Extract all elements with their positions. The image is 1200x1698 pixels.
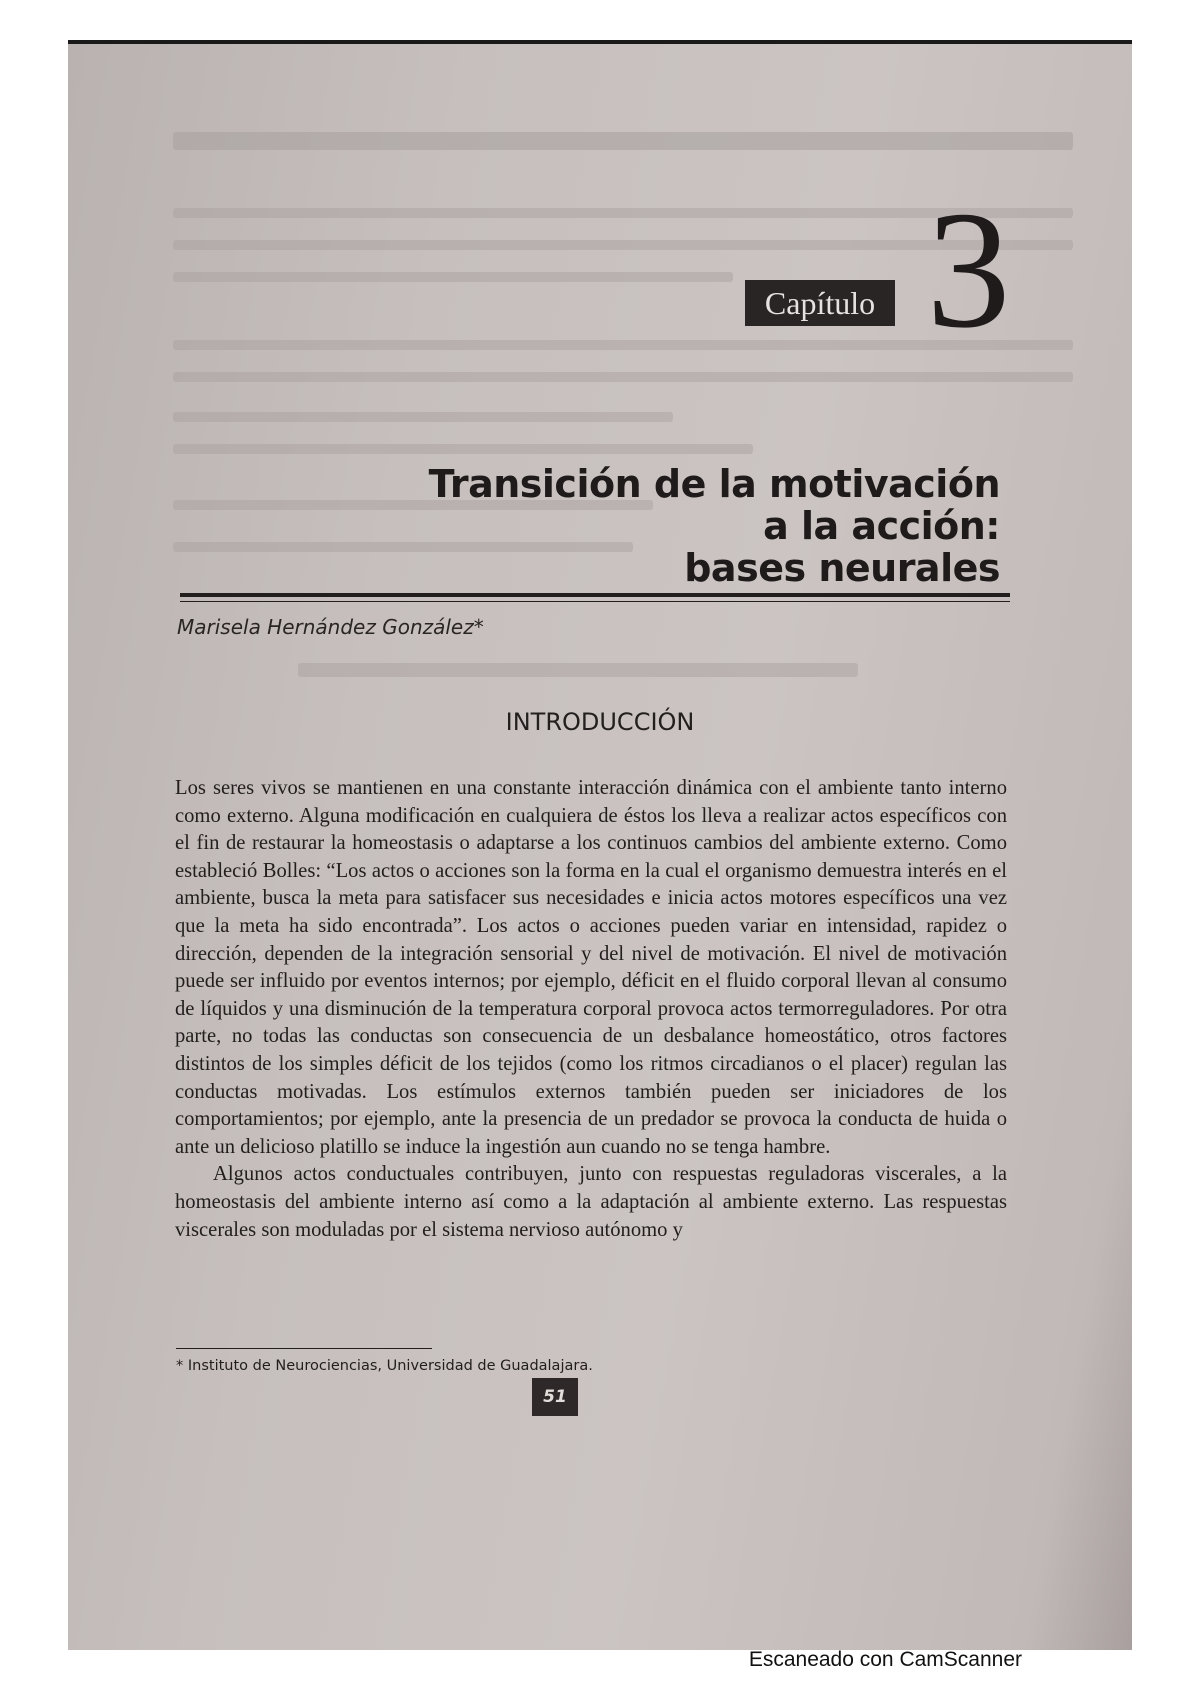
scanned-page: [68, 40, 1132, 1650]
section-heading: INTRODUCCIÓN: [505, 708, 695, 736]
chapter-title-line-1: Transición de la motivación: [428, 462, 1000, 506]
chapter-title-line-2: a la acción:: [763, 504, 1000, 548]
footnote: * Instituto de Neurociencias, Universidad de Guadalajara.: [176, 1358, 593, 1374]
bleed-through: [173, 272, 733, 282]
bleed-through: [173, 444, 753, 454]
chapter-title-line-3: bases neurales: [684, 546, 1000, 590]
chapter-label: Capítulo: [745, 280, 895, 326]
page-number: 51: [532, 1378, 578, 1416]
paragraph: Algunos actos conductuales contribuyen, junto con respuestas reguladoras viscerales, a la homeostasis del ambiente interno así como a la adaptación al ambiente externo. Las respuestas viscerales son moduladas por el sistema nervioso autónomo y: [175, 1163, 1007, 1241]
bleed-through: [173, 372, 1073, 382]
paragraph: Los seres vivos se mantienen en una constante interacción dinámica con el ambiente tanto interno como externo. Alguna modificación en cualquiera de éstos los lleva a realizar actos específicos con el fin de restaurar la homeostasis o adaptarse a los continuos cambios del ambiente externo. Como estableció Bolles: “Los actos o acciones son la forma en la cual el organismo demuestra interés en el ambiente, busca la meta para satisfacer sus necesidades e inicia actos motores específicos una vez que la meta ha sido encontrada”. Los actos o acciones pueden variar en intensidad, rapidez o dirección, dependen de la integración sensorial y del nivel de motivación. El nivel de motivación puede ser influido por eventos internos; por ejemplo, déficit en el fluido corporal llevan al consumo de líquidos y una disminución de la temperatura corporal provoca actos termorreguladores. Por otra parte, no todas las conductas son consecuencia de un desbalance homeostático, otros factores distintos de los simples déficit de los tejidos (como los ritmos circadianos o el placer) regulan las conductas motivadas. Los estímulos externos también pueden ser iniciadores de los comportamientos; por ejemplo, ante la presencia de un predador se provoca la conducta de huida o ante un delicioso platillo se induce la ingestión aun cuando no se tenga hambre.: [175, 777, 1007, 1158]
bleed-through: [173, 132, 1073, 150]
chapter-number: 3: [926, 177, 1011, 363]
title-rule: [180, 593, 1010, 597]
title-rule-thin: [180, 601, 1010, 602]
body-text: [175, 775, 1007, 1244]
footnote-rule: [176, 1348, 432, 1349]
author-name: Marisela Hernández González*: [177, 615, 484, 639]
bleed-through: [298, 663, 858, 677]
bleed-through: [173, 412, 673, 422]
scanner-watermark: Escaneado con CamScanner: [748, 1648, 1022, 1671]
